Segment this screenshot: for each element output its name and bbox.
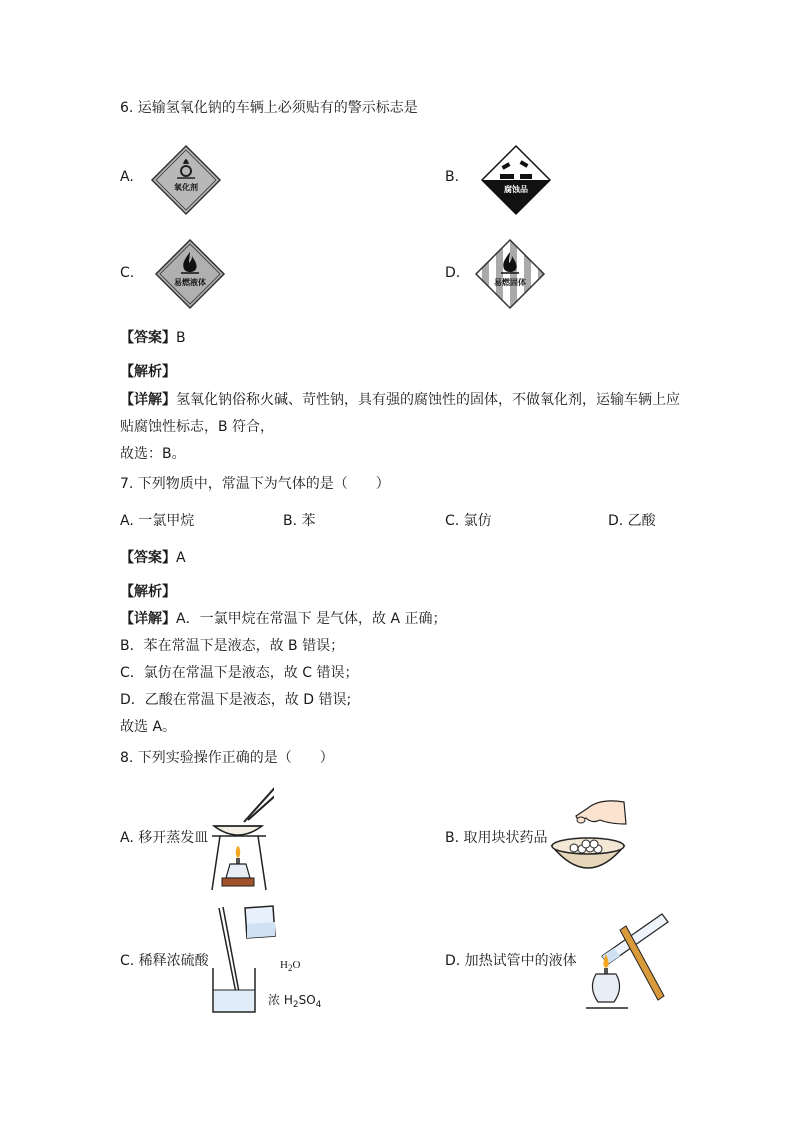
q6-option-a-key: A. — [120, 169, 134, 185]
water-o: O — [292, 959, 301, 971]
q7-answer-value: A — [176, 550, 186, 566]
oxidizer-sign-label: 氧化剂 — [174, 183, 198, 192]
q7-answer — [120, 548, 186, 568]
q6-detail-line2: 贴腐蚀性标志，B 符合， — [120, 419, 275, 435]
q6-option-d-key: D. — [445, 265, 461, 281]
q7-detail-a — [120, 609, 447, 629]
q7-option-d: D. 乙酸 — [608, 513, 656, 529]
q8-water-label — [280, 955, 300, 978]
q6-detail-text1: 氢氧化钠俗称火碱、苛性钠，具有强的腐蚀性的固体，不做氧化剂，运输车辆上应 — [176, 392, 680, 408]
q7-stem: 7. 下列物质中，常温下为气体的是（ ） — [120, 476, 390, 492]
heating-test-tube-icon — [584, 910, 670, 1014]
q6-option-c-key: C. — [120, 265, 135, 281]
q8-option-a: A. 移开蒸发皿 — [120, 830, 209, 846]
q7-option-b: B. 苯 — [283, 513, 316, 529]
flammable-liquid-sign-icon — [154, 238, 226, 310]
q7-detail-a-text: A．一氯甲烷在常温下 是气体，故 A 正确； — [176, 611, 447, 627]
hand-taking-solid-icon — [548, 794, 628, 884]
q6-answer-value: B — [176, 330, 186, 346]
q7-detail-c: C．氯仿在常温下是液态，故 C 错误； — [120, 665, 359, 681]
flammable-liquid-sign-label: 易燃液体 — [174, 278, 206, 287]
acid-pre: 浓 H — [268, 993, 293, 1007]
q6-analysis-label: 【解析】 — [120, 364, 176, 380]
q8-option-c: C. 稀释浓硫酸 — [120, 953, 209, 969]
q6-answer — [120, 328, 186, 348]
oxidizer-sign-icon — [150, 144, 222, 216]
q6-option-b-key: B. — [445, 169, 460, 185]
q7-detail-d: D．乙酸在常温下是液态，故 D 错误; — [120, 692, 352, 708]
acid-sub2: 4 — [315, 1000, 322, 1010]
q8-option-b: B. 取用块状药品 — [445, 830, 548, 846]
q7-detail-label: 【详解】 — [120, 611, 176, 627]
q7-analysis-label: 【解析】 — [120, 584, 176, 600]
q6-detail-label: 【详解】 — [120, 392, 176, 408]
q7-option-a: A. 一氯甲烷 — [120, 513, 195, 529]
corrosive-sign-icon — [480, 144, 552, 216]
evaporating-dish-tongs-icon — [208, 780, 274, 894]
q7-conclusion: 故选 A。 — [120, 719, 177, 735]
flammable-solid-sign-icon — [474, 238, 546, 310]
flammable-solid-sign-label: 易燃固体 — [494, 278, 526, 287]
q6-conclusion: 故选：B。 — [120, 446, 186, 462]
acid-sub1: 2 — [292, 1000, 299, 1010]
q6-answer-label: 【答案】 — [120, 330, 176, 346]
water-sub: 2 — [287, 963, 293, 973]
acid-so: SO — [298, 993, 316, 1007]
corrosive-sign-label: 腐蚀品 — [504, 185, 528, 194]
q8-stem: 8. 下列实验操作正确的是（ ） — [120, 750, 334, 766]
q6-detail-line1 — [120, 390, 680, 410]
q7-option-c: C. 氯仿 — [445, 513, 492, 529]
q6-stem: 6. 运输氢氧化钠的车辆上必须贴有的警示标志是 — [120, 100, 418, 116]
q8-acid-label — [268, 990, 321, 1015]
q7-answer-label: 【答案】 — [120, 550, 176, 566]
q7-detail-b: B．苯在常温下是液态，故 B 错误； — [120, 638, 345, 654]
q8-option-d: D. 加热试管中的液体 — [445, 953, 577, 969]
water-h: H — [280, 959, 288, 971]
